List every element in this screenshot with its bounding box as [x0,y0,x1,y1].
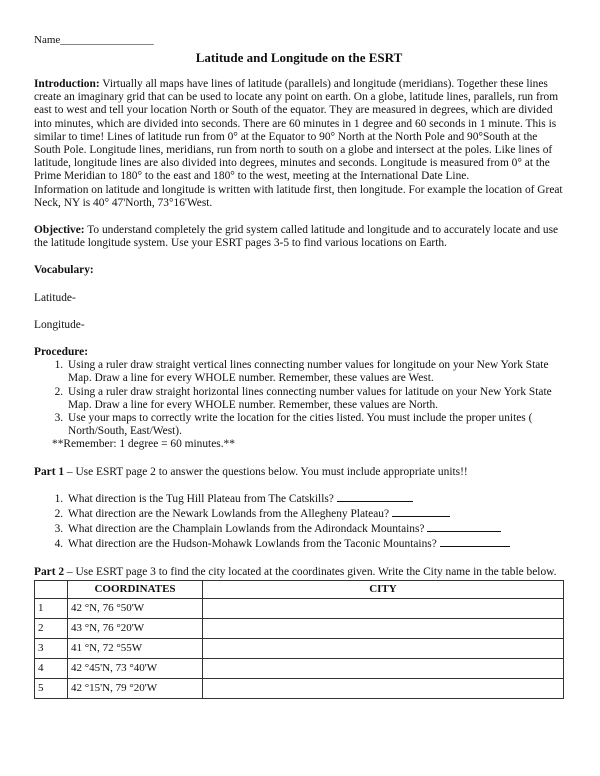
row-city-input[interactable] [203,638,564,658]
objective-paragraph [34,224,564,250]
column-header-coordinates: COORDINATES [68,580,203,598]
procedure-step: 1. Using a ruler draw straight vertical lines connecting number values for longitude on your New York State Map. Draw a line for every WHOLE number. Remember, these values are West. [66,359,564,385]
vocab-term-longitude: Longitude- [34,318,85,331]
objective-label: Objective: [34,224,85,237]
row-coordinates: 43 °N, 76 °20'W [68,618,203,638]
row-coordinates: 42 °45'N, 73 °40'W [68,658,203,678]
answer-blank[interactable] [427,521,501,532]
city-table [34,580,564,699]
column-header-city: CITY [203,580,564,598]
row-coordinates: 42 °15'N, 79 °20'W [68,678,203,698]
procedure-step: 2. Using a ruler draw straight horizontal lines connecting number values for latitude on your New York State Map. Draw a line for every WHOLE number. Remember, these values are North. [66,386,564,412]
vocab-term-latitude: Latitude- [34,291,76,304]
page-title: Latitude and Longitude on the ESRT [195,50,403,65]
objective-text: To understand completely the grid system called latitude and longitude and to accurately locate and use the latitude longitude system. Use your ESRT pages 3-5 to find various locations on Earth. [34,224,559,250]
row-number: 4 [35,658,68,678]
part2-intro: – Use ESRT page 3 to find the city located at the coordinates given. Write the City name in the table below. [64,565,557,578]
row-city-input[interactable] [203,658,564,678]
worksheet-page [34,34,564,699]
table-row [35,598,564,618]
table-row [35,678,564,698]
name-label: Name [34,34,61,46]
row-city-input[interactable] [203,618,564,638]
part1-question-list [34,491,564,552]
part1-question [66,521,564,536]
introduction-label: Introduction: [34,78,100,90]
part1-intro: – Use ESRT page 2 to answer the questions below. You must include appropriate units!! [64,465,468,478]
row-number: 1 [35,598,68,618]
part2-label: Part 2 [34,565,65,578]
row-city-input[interactable] [203,598,564,618]
table-row [35,658,564,678]
part2-instructions [34,566,564,579]
procedure-list [34,359,564,438]
remember-note: **Remember: 1 degree = 60 minutes.** [52,438,235,451]
introduction-paragraph-2: Information on latitude and longitude is written with latitude first, then longitude. For example the location of Great Neck, NY is 40° 47'North, 73°16'West. [34,183,563,209]
part1-question [66,536,564,551]
vocabulary-heading: Vocabulary: [34,264,94,277]
question-text: What direction are the Newark Lowlands from the Allegheny Plateau? [68,508,390,521]
name-field[interactable] [34,34,564,48]
introduction-paragraph [34,78,564,184]
answer-blank[interactable] [337,491,413,502]
table-row [35,618,564,638]
answer-blank[interactable] [440,536,510,547]
row-number: 5 [35,678,68,698]
question-text: What direction are the Champlain Lowlands from the Adirondack Mountains? [68,523,425,536]
table-header-row [35,580,564,598]
part1-instructions [34,466,564,479]
column-header-number [35,580,68,598]
row-city-input[interactable] [203,678,564,698]
name-blank[interactable]: _________________ [60,34,154,46]
introduction-text: Virtually all maps have lines of latitude (parallels) and longitude (meridians). Together these lines create an imaginary grid that can be used to locate any point on earth. On a globe, latitude lines, parallels, run from east to west and tell your location North or South of the equator. They are measured in degrees, which are divided into minutes, which are divided into seconds. There are 60 minutes in 1 degree and 60 seconds in 1 minute. This is similar to time! Lines of latitude run from 0° at the Equator to 90° North at the North Pole and 90°South at the South Pole. Longitude lines, meridians, run from north to south on a globe and intersect at the poles. Like lines of latitude, longitude lines are also divided into degrees, minutes and seconds. Longitude is measured from 0° at the Prime Meridian to 180° to the east and 180° to the west, meeting at the International Date Line. [34,78,559,183]
row-coordinates: 41 °N, 72 °55W [68,638,203,658]
procedure-heading: Procedure: [34,346,88,359]
question-text: What direction are the Hudson-Mohawk Lowlands from the Taconic Mountains? [68,538,437,551]
procedure-step: 3. Use your maps to correctly write the location for the cities listed. You must include the proper unites ( North/South, East/West). [66,412,564,438]
part1-question [66,491,564,506]
part1-question [66,506,564,521]
row-number: 2 [35,618,68,638]
answer-blank[interactable] [392,506,450,517]
row-number: 3 [35,638,68,658]
part1-label: Part 1 [34,465,65,478]
question-text: What direction is the Tug Hill Plateau from The Catskills? [68,492,334,505]
table-row [35,638,564,658]
row-coordinates: 42 °N, 76 °50'W [68,598,203,618]
